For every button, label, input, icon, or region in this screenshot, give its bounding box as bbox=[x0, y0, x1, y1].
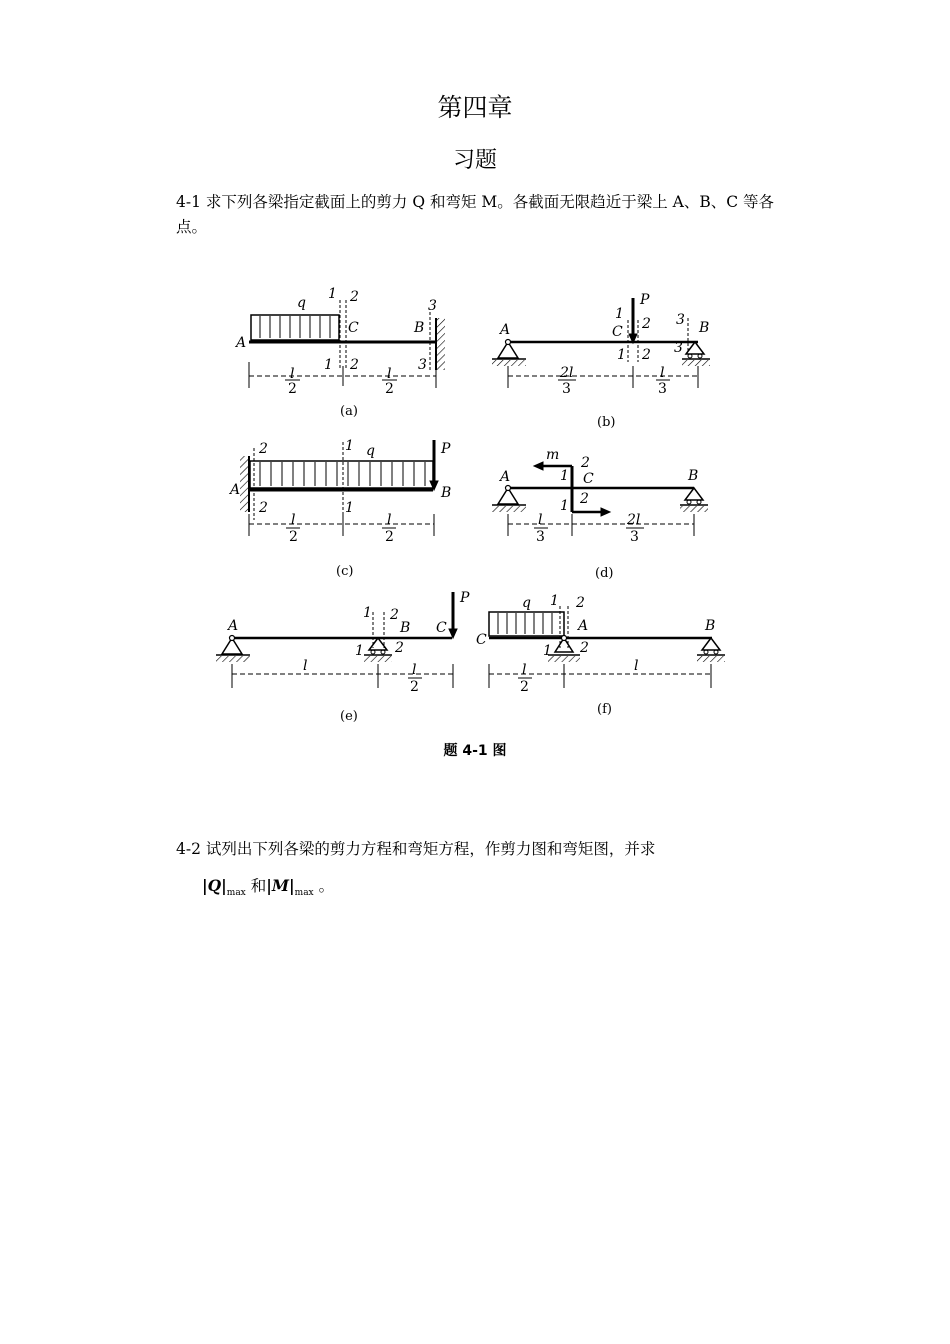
label-2b-f: 2 bbox=[580, 640, 589, 656]
label-l-e1: l bbox=[303, 658, 308, 674]
label-B-d: B bbox=[688, 468, 699, 484]
label-2l-d: 2l bbox=[627, 512, 641, 528]
label-1-b: 1 bbox=[615, 306, 624, 322]
label-B-f: B bbox=[705, 618, 716, 634]
label-C-a: C bbox=[348, 320, 359, 336]
label-2-d: 2 bbox=[581, 455, 590, 471]
label-P-c: P bbox=[441, 441, 451, 457]
label-2-b: 2 bbox=[642, 316, 651, 332]
label-P-e: P bbox=[460, 590, 470, 606]
label-l-a2: l bbox=[387, 366, 392, 382]
label-A-d: A bbox=[500, 469, 511, 485]
label-l-f2: l bbox=[634, 658, 639, 674]
label-l-a1: l bbox=[290, 366, 295, 382]
label-l-b: l bbox=[660, 365, 665, 381]
label-2-f: 2 bbox=[576, 595, 585, 611]
label-1b-f: 1 bbox=[543, 643, 552, 659]
label-2-c: 2 bbox=[259, 441, 268, 457]
label-den-e: 2 bbox=[410, 679, 419, 695]
label-2b-d: 2 bbox=[580, 491, 589, 507]
label-den-c2: 2 bbox=[385, 529, 394, 545]
label-1-f: 1 bbox=[550, 593, 559, 609]
label-den-c1: 2 bbox=[289, 529, 298, 545]
label-den-a1: 2 bbox=[288, 381, 297, 397]
label-C-b: C bbox=[612, 324, 623, 340]
label-l-d: l bbox=[538, 512, 543, 528]
subcaption-f: (f) bbox=[597, 702, 612, 717]
and-word: 和 bbox=[250, 877, 267, 895]
label-den-b2: 3 bbox=[658, 381, 667, 397]
label-C-e: C bbox=[436, 620, 447, 636]
label-3-b: 3 bbox=[676, 312, 685, 328]
subcaption-a: (a) bbox=[340, 404, 358, 419]
figure-caption: 题 4-1 图 bbox=[443, 743, 507, 759]
m-max-subscript: max bbox=[294, 888, 314, 898]
label-2-e: 2 bbox=[390, 607, 399, 623]
m-abs-symbol: |M| bbox=[266, 876, 295, 895]
label-l-f1: l bbox=[522, 662, 527, 678]
chapter-title: 第四章 bbox=[437, 93, 513, 122]
beam-diagram-d bbox=[492, 462, 708, 536]
beam-diagram-c bbox=[240, 440, 438, 536]
label-2b-a: 2 bbox=[350, 357, 359, 373]
label-q-f: q bbox=[522, 595, 531, 611]
label-1b-b: 1 bbox=[617, 347, 626, 363]
label-A-c: A bbox=[230, 482, 241, 498]
label-l-c2: l bbox=[387, 512, 392, 528]
label-2b-c: 2 bbox=[259, 500, 268, 516]
label-3-a: 3 bbox=[428, 298, 437, 314]
subcaption-e: (e) bbox=[340, 709, 358, 724]
label-1b-c: 1 bbox=[345, 500, 354, 516]
label-l-c1: l bbox=[291, 512, 296, 528]
label-A-a: A bbox=[236, 335, 247, 351]
q-abs-symbol: |Q| bbox=[202, 876, 227, 895]
label-B-a: B bbox=[414, 320, 425, 336]
label-den-a2: 2 bbox=[385, 381, 394, 397]
label-2b-b: 2 bbox=[642, 347, 651, 363]
subcaption-c: (c) bbox=[336, 564, 354, 579]
label-2l-b: 2l bbox=[560, 365, 574, 381]
label-l-e2: l bbox=[412, 662, 417, 678]
label-1b-e: 1 bbox=[355, 643, 364, 659]
label-A-f: A bbox=[578, 618, 589, 634]
label-q-a: q bbox=[297, 295, 306, 311]
problem-4-2-formula bbox=[202, 874, 334, 898]
label-A-b: A bbox=[500, 322, 511, 338]
label-2-a: 2 bbox=[350, 289, 359, 305]
label-P-b: P bbox=[640, 292, 650, 308]
label-q-c: q bbox=[366, 443, 375, 459]
problem-4-2-text: 4-2 试列出下列各梁的剪力方程和弯矩方程，作剪力图和弯矩图，并求 bbox=[176, 840, 656, 858]
label-1-a: 1 bbox=[328, 286, 337, 302]
label-3b-a: 3 bbox=[418, 357, 427, 373]
subcaption-b: (b) bbox=[597, 415, 616, 430]
label-1b-d: 1 bbox=[560, 498, 569, 514]
label-C-f: C bbox=[476, 632, 487, 648]
label-B-b: B bbox=[699, 320, 710, 336]
label-C-d: C bbox=[583, 471, 594, 487]
section-title: 习题 bbox=[452, 148, 497, 173]
label-3b-b: 3 bbox=[674, 340, 683, 356]
label-1-e: 1 bbox=[363, 605, 372, 621]
period: 。 bbox=[318, 877, 335, 895]
label-B-c: B bbox=[441, 485, 452, 501]
beam-diagram-a bbox=[249, 300, 445, 388]
subcaption-d: (d) bbox=[595, 566, 614, 581]
label-1b-a: 1 bbox=[324, 357, 333, 373]
label-B-e: B bbox=[400, 620, 411, 636]
label-den-b1: 3 bbox=[562, 381, 571, 397]
label-1-c: 1 bbox=[345, 438, 354, 454]
label-A-e: A bbox=[228, 618, 239, 634]
beam-diagram-e bbox=[216, 592, 457, 688]
label-den-d2: 3 bbox=[630, 529, 639, 545]
problem-4-1-text: 4-1 求下列各梁指定截面上的剪力 Q 和弯矩 M。各截面无限趋近于梁上 A、B、C 等各点。 bbox=[176, 193, 775, 236]
label-2b-e: 2 bbox=[395, 640, 404, 656]
label-den-f: 2 bbox=[520, 679, 529, 695]
label-m-d: m bbox=[546, 447, 560, 463]
label-den-d1: 3 bbox=[536, 529, 545, 545]
label-1-d: 1 bbox=[560, 468, 569, 484]
q-max-subscript: max bbox=[226, 888, 246, 898]
